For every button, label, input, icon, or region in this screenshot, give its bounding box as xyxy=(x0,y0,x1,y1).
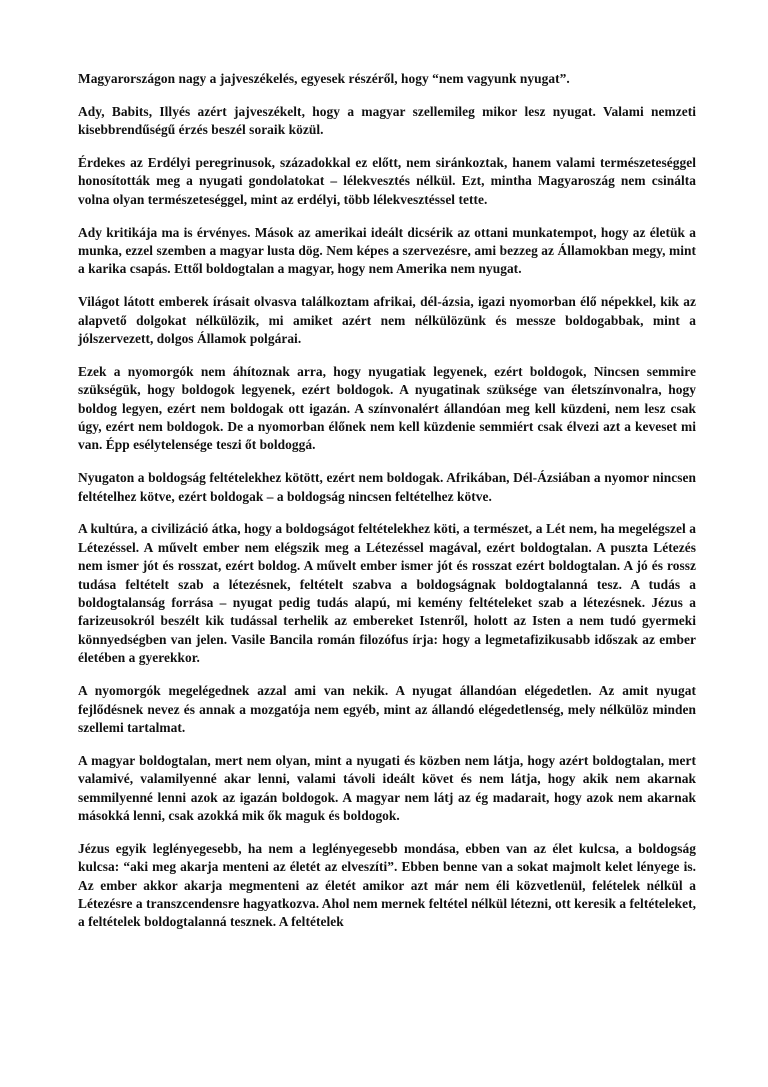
paragraph-3: Érdekes az Erdélyi peregrinusok, századokkal ez előtt, nem siránkoztak, hanem valami természeteséggel honosították meg a nyugati gondolatokat – lélekvesztés nélkül. Ezt, mintha Magyaroszág nem csinálta volna olyan természeteséggel, mint az erdélyi, több lélekvesztéssel tette. xyxy=(78,155,696,207)
paragraph-9: A nyomorgók megelégednek azzal ami van nekik. A nyugat állandóan elégedetlen. Az amit nyugat fejlődésnek nevez és annak a mozgatója nem egyéb, mint az állandó elégedetlenség, mely nélkülöz minden szellemi tartalmat. xyxy=(78,683,696,735)
paragraph-10: A magyar boldogtalan, mert nem olyan, mint a nyugati és közben nem látja, hogy azért boldogtalan, mert valamivé, valamilyenné akar lenni, valami távoli ideált követ és nem látja, hogy akik nem akarnak semmilyenné lenni azok az igazán boldogok. A magyar nem látj az ég madarait, hogy azok nem akarnak másokká lenni, csak azokká mik ők maguk és boldogok. xyxy=(78,752,696,823)
paragraph-6: Ezek a nyomorgók nem áhítoznak arra, hogy nyugatiak legyenek, ezért boldogok, Nincsen semmire szükségük, hogy boldogok legyenek, ezért boldogok. A nyugatinak szüksége van életszínvonalra, hogy boldog legyen, ezért nem boldogak ott igazán. A színvonalért állandóan meg kell küzdeni, nem lesz csak úgy, ezért nem boldogok. De a nyomorban élőnek nem kell küzdenie semmiért csak élvezi azt a keveset mi van. Épp esélytelensége teszi őt boldoggá. xyxy=(78,363,696,453)
paragraph-7: Nyugaton a boldogság feltételekhez kötött, ezért nem boldogak. Afrikában, Dél-Ázsiában a nyomor nincsen feltételhez kötve, ezért boldogak – a boldogság nincsen feltételhez kötve. xyxy=(78,470,696,504)
document-body xyxy=(78,70,696,946)
paragraph-1: Magyarországon nagy a jajveszékelés, egyesek részéről, hogy “nem vagyunk nyugat”. xyxy=(78,71,570,86)
paragraph-2: Ady, Babits, Illyés azért jajveszékelt, hogy a magyar szellemileg mikor lesz nyugat. Valami nemzeti kisebbrendűségű érzés beszél soraik közül. xyxy=(78,103,696,138)
paragraph-4: Ady kritikája ma is érvényes. Mások az amerikai ideált dicsérik az ottani munkatempot, hogy az életük a munka, ezzel szemben a magyar lusta dög. Nem képes a szervezésre, ami bezzeg az Államokban megy, mint a karika csapás. Ettől boldogtalan a magyar, hogy nem Amerika nem nyugat. xyxy=(78,224,696,277)
paragraph-8: A kultúra, a civilizáció átka, hogy a boldogságot feltételekhez köti, a természet, a Lét nem, ha megelégszel a Létezéssel. A művelt ember nem elégszik meg a Létezéssel magával, ezért boldogtalan. A puszta Létezés nem ismer jót és rosszat, ezért boldog. A művelt ember ismer jót és rosszat ezért boldogtalan. A jó és rossz tudása feltételt szab a létezésnek, feltételt szabva a boldogságnak boldogtalanná tesz. A tudás a boldogtalanság forrása – nyugat pedig tudás alapú, mi kemény feltételeket szab a létezésnek. Jézus a farizeusokról beszélt kik tudással terhelik az embereket Istenről, holott az Isten a nem tudó gyermeki könnyedségben van jelen. Vasile Bancila román filozófus írja: hogy a legmetafizikusabb időszak az ember életében a gyerekkor. xyxy=(78,521,696,666)
paragraph-11: Jézus egyik leglényegesebb, ha nem a leglényegesebb mondása, ebben van az élet kulcsa, a boldogság kulcsa: “aki meg akarja menteni az életét az elveszíti”. Ebben benne van a sokat majmolt kelet lényege is. Az ember akkor akarja megmenteni az életét amikor azt már nem éli közvetlenül, felételek nélkül a Létezésre a transzcendensre hagyatkozva. Ahol nem mernek feltétel nélkül létezni, ott keresik a feltételeket, a feltételek boldogtalanná tesznek. A feltételek xyxy=(78,840,696,930)
paragraph-5: Világot látott emberek írásait olvasva találkoztam afrikai, dél-ázsia, igazi nyomorban élő népekkel, kik az alapvető dolgokat nélkülözik, mi amiket azért nem nélkülözünk és messze boldogabbak, mint a jólszervezett, dolgos Államok polgárai. xyxy=(78,294,696,347)
